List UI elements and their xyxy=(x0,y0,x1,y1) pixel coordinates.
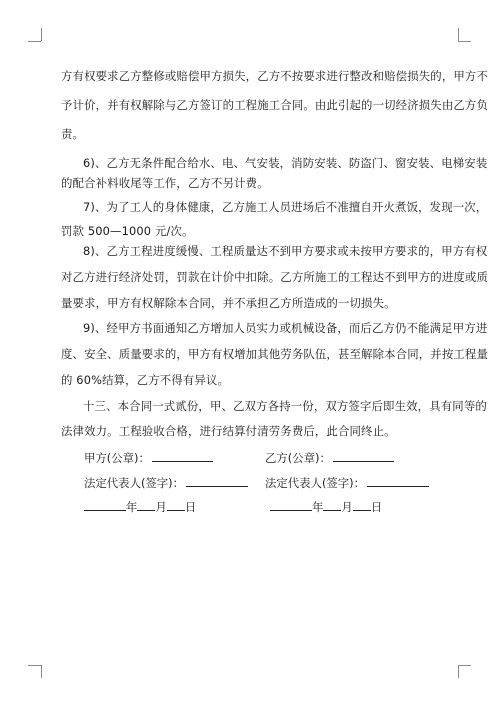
party-b-year-blank xyxy=(270,500,312,511)
crop-mark-top-right-v xyxy=(458,28,459,41)
party-a-month-blank xyxy=(137,500,155,511)
clause-13-line: 十三、本合同一式贰份，甲、乙双方各持一份，双方签字后即生效，具有同等的 xyxy=(83,399,487,413)
year-label: 年 xyxy=(312,500,324,514)
clause-8-line: 量要求，甲方有权解除本合同，并不承担乙方所造成的一切损失。 xyxy=(61,296,396,310)
party-a-date xyxy=(84,500,196,514)
party-a-rep-field xyxy=(84,476,248,490)
day-label: 日 xyxy=(184,500,197,514)
crop-mark-top-left-v xyxy=(41,28,42,41)
paragraph-line: 予计价，并有权解除与乙方签订的工程施工合同。由此引起的一切经济损失由乙方负 xyxy=(61,98,489,112)
crop-mark-top-right-h xyxy=(458,41,471,42)
party-b-rep-field xyxy=(265,476,429,490)
clause-8-line: 8)、乙方工程进度缓慢、工程质量达不到甲方要求或未按甲方要求的，甲方有权 xyxy=(83,244,488,258)
crop-mark-bottom-right-v xyxy=(458,665,459,678)
year-label: 年 xyxy=(126,500,138,514)
party-a-seal-label: 甲方(公章)： xyxy=(84,451,150,465)
paragraph-line: 责。 xyxy=(61,127,85,141)
party-b-rep-blank xyxy=(367,476,429,487)
month-label: 月 xyxy=(341,500,353,514)
day-label: 日 xyxy=(370,500,383,514)
party-a-year-blank xyxy=(84,500,126,511)
clause-6-line: 6)、乙方无条件配合给水、电、气安装，消防安装、防盗门、窗安装、电梯安装 xyxy=(83,156,488,170)
clause-9-line: 9)、经甲方书面通知乙方增加人员实力或机械设备，而后乙方仍不能满足甲方进 xyxy=(83,321,488,335)
crop-mark-bottom-right-h xyxy=(458,665,471,666)
crop-mark-bottom-left-h xyxy=(28,665,41,666)
party-a-day-blank xyxy=(167,500,185,511)
party-a-seal-field xyxy=(84,451,213,465)
party-a-rep-label: 法定代表人(签字)： xyxy=(84,476,185,490)
party-b-seal-label: 乙方(公章)： xyxy=(265,451,331,465)
paragraph-line: 方有权要求乙方整修或赔偿甲方损失，乙方不按要求进行整改和赔偿损失的，甲方不 xyxy=(61,69,489,83)
party-b-seal-field xyxy=(265,451,394,465)
party-b-month-blank xyxy=(323,500,341,511)
party-a-rep-blank xyxy=(186,476,248,487)
party-b-seal-blank xyxy=(333,451,394,462)
crop-mark-bottom-left-v xyxy=(41,665,42,678)
party-a-seal-blank xyxy=(152,451,213,462)
party-b-date xyxy=(270,500,382,514)
clause-8-line: 对乙方进行经济处罚，罚款在计价中扣除。乙方所施工的工程达不到甲方的进度或质 xyxy=(61,270,489,284)
crop-mark-top-left-h xyxy=(28,41,41,42)
clause-7-line: 7)、为了工人的身体健康，乙方施工人员进场后不准擅自开火煮饭，发现一次， xyxy=(83,200,488,214)
clause-6-line: 的配合补料收尾等工作，乙方不另计费。 xyxy=(61,176,269,190)
party-b-rep-label: 法定代表人(签字)： xyxy=(265,476,366,490)
month-label: 月 xyxy=(155,500,167,514)
party-b-day-blank xyxy=(353,500,371,511)
clause-13-line: 法律效力。工程验收合格，进行结算付清劳务费后，此合同终止。 xyxy=(61,424,396,438)
clause-9-line: 的 60%结算，乙方不得有异议。 xyxy=(61,373,230,387)
clause-9-line: 度、安全、质量要求的，甲方有权增加其他劳务队伍，甚至解除本合同，并按工程量 xyxy=(61,347,489,361)
clause-7-line: 罚款 500—1000 元/次。 xyxy=(61,224,194,238)
